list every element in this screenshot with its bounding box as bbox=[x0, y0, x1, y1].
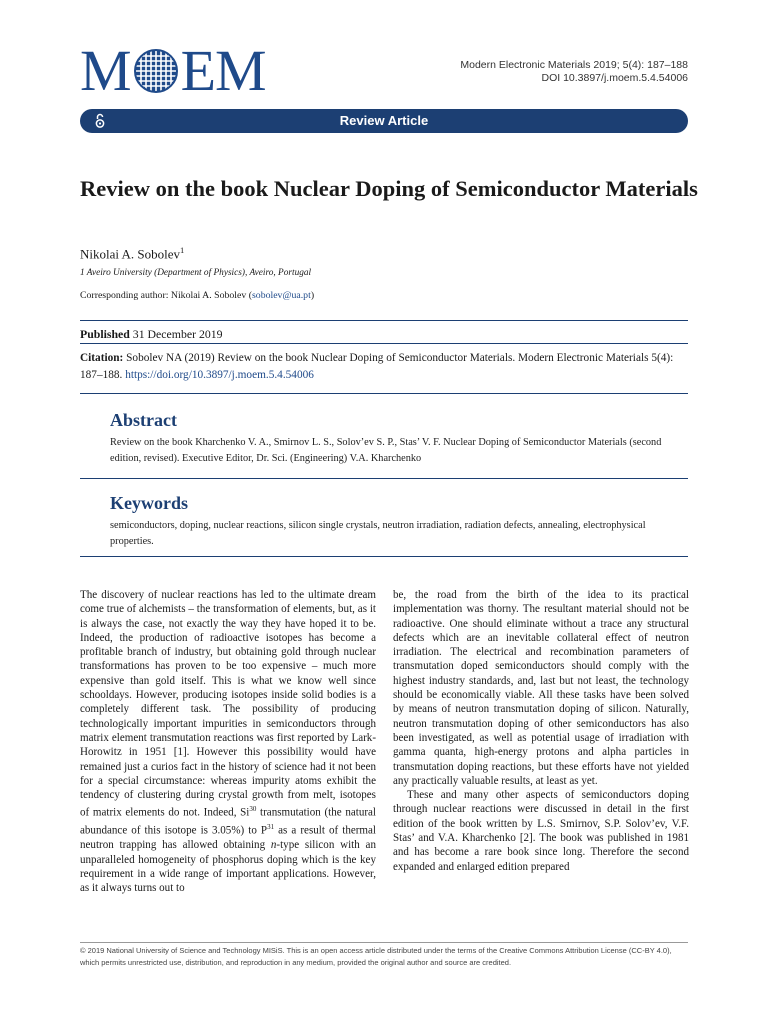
affiliation: 1 Aveiro University (Department of Physics), Aveiro, Portugal bbox=[80, 268, 312, 278]
journal-doi-line: DOI 10.3897/j.moem.5.4.54006 bbox=[541, 72, 688, 84]
body-text-segment: as a result of thermal neutron trapping has allowed obtaining bbox=[80, 825, 376, 852]
article-title: Review on the book Nuclear Doping of Semiconductor Materials bbox=[80, 176, 698, 201]
globe-icon bbox=[132, 47, 180, 95]
divider-top bbox=[80, 320, 688, 321]
journal-citation-line: Modern Electronic Materials 2019; 5(4): 187–188 bbox=[460, 59, 688, 71]
journal-info bbox=[460, 59, 688, 85]
citation-text: Sobolev NA (2019) Review on the book Nuclear Doping of Semiconductor Materials. Modern Electronic Materials 5(4): 187–188. bbox=[80, 352, 674, 381]
divider-keywords bbox=[80, 556, 688, 557]
logo-letters-em: EM bbox=[180, 38, 266, 103]
article-type-label: Review Article bbox=[339, 113, 429, 128]
corresponding-author bbox=[80, 290, 314, 301]
published-label: Published bbox=[80, 327, 130, 341]
body-paragraph bbox=[80, 588, 376, 896]
citation-doi-link[interactable]: https://doi.org/10.3897/j.moem.5.4.54006 bbox=[125, 369, 314, 381]
divider-published bbox=[80, 343, 688, 344]
author-name: Nikolai A. Sobolev bbox=[80, 246, 181, 262]
citation-label: Citation: bbox=[80, 352, 124, 364]
keywords-heading: Keywords bbox=[110, 493, 188, 513]
body-text-segment: transmutation (the natural abundance of this isotope is 3.05%) to P bbox=[80, 807, 376, 838]
body-text-segment: -type silicon with an unparalleled homogeneity of phosphorus doping which is the key requirement in a wide range of important applications. However, as it always turns out to bbox=[80, 839, 376, 895]
logo-letter-m: M bbox=[80, 38, 131, 103]
body-text-segment: The discovery of nuclear reactions has led to the ultimate dream come true of alchemists – the transformation of elements, but, as it is always the case, not exactly the way they have hoped it to be. Indeed, the production of radioactive isotopes has become a profitable branch of industry, but obtaining gold through nuclear transformations has proven to be too expensive – much more expensive than gold itself. This is what we know well since schooldays. However, producing isotopes inside solid bodies is a completely different task. The possibility of producing technologically important impurities in semiconductors through matrix element transmutation reactions was first reported by Lark-Horowitz in 1951 [1]. However this possibility would have remained just a curios fact in the history of science had it not been for a special circumstance: whereas impurity atoms exhibit the tendency of clustering during crystal growth from melt, isotopes of matrix elements do not. Indeed, Si bbox=[80, 589, 376, 820]
abstract-heading: Abstract bbox=[110, 410, 177, 430]
corresponding-prefix: Corresponding author: Nikolai A. Sobolev ( bbox=[80, 290, 252, 301]
body-paragraph: These and many other aspects of semiconductors doping through nuclear reactions were discussed in detail in the first edition of the book written by L.S. Smirnov, S.P. Solov’ev, V.F. Stas’ and V.A. Kharchenko [2]. The book was published in 1981 and has become a rare book since long. Therefore the second expanded and enlarged edition prepared bbox=[393, 789, 689, 873]
divider-abstract bbox=[80, 478, 688, 479]
corresponding-suffix: ) bbox=[310, 290, 315, 301]
divider-citation bbox=[80, 393, 688, 394]
author-line bbox=[80, 245, 184, 262]
author-affiliation-marker: 1 bbox=[180, 245, 185, 255]
published-line bbox=[80, 327, 223, 342]
keywords-text: semiconductors, doping, nuclear reactions, silicon single crystals, neutron irradiation, radiation defects, annealing, electrophysical properties. bbox=[110, 520, 646, 547]
body-italic-n: n bbox=[270, 839, 277, 852]
footer-divider bbox=[80, 942, 688, 943]
corresponding-email-link[interactable]: sobolev@ua.pt bbox=[251, 290, 311, 301]
isotope-superscript: 31 bbox=[267, 823, 275, 832]
article-type-banner bbox=[80, 109, 688, 133]
citation-block bbox=[80, 350, 692, 384]
abstract-text: Review on the book Kharchenko V. A., Smirnov L. S., Solov’ev S. P., Stas’ V. F. Nuclear Doping of Semiconductor Materials (second edition, revised). Executive Editor, Dr. Sci. (Engineering) V.A. Kharchenko bbox=[110, 437, 662, 464]
body-column-right bbox=[393, 588, 689, 874]
journal-logo bbox=[80, 38, 266, 103]
published-date: 31 December 2019 bbox=[129, 327, 223, 341]
body-column-left bbox=[80, 588, 376, 896]
license-footer: © 2019 National University of Science and Technology MISiS. This is an open access article distributed under the terms of the Creative Commons Attribution License (CC-BY 4.0), which permits unrestricted use, distribution, and reproduction in any medium, provided the original author and source are credited. bbox=[80, 946, 672, 967]
isotope-superscript: 30 bbox=[249, 805, 257, 814]
body-paragraph: be, the road from the birth of the idea to its practical implementation was thorny. The resultant material should not be radioactive. One should eliminate without a trace any structural defects which are an inevitable collateral effect of neutron irradiation. The electrical and recombination parameters of transmutation doped semiconductors should comply with the highest industry standards, and, last but not least, the technology should be economically viable. All these tasks have been solved by means of neutron transmutation doping of silicon. Naturally, neutron transmutation doping of other semiconductors has also been investigated, as well as potential usage of irradiation with gamma quanta, high-energy protons and alpha particles in transmutation doping reactions, but these efforts have not yielded any practically valuable results, at least as yet. bbox=[393, 589, 689, 787]
